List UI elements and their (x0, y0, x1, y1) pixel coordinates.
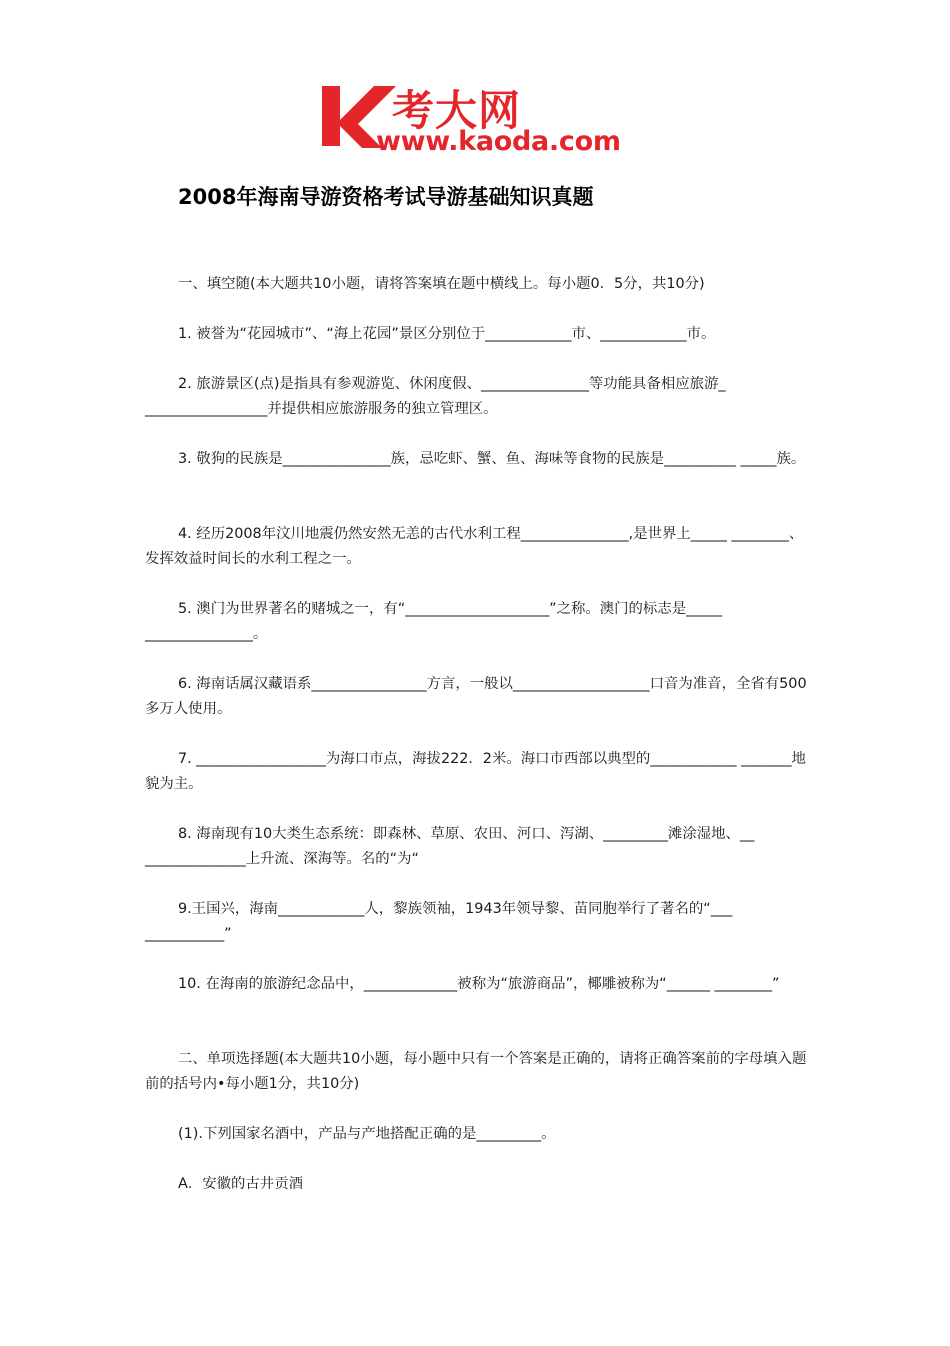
kaoda-logo (318, 82, 648, 162)
section-heading-single-choice: 二、单项选择题(本大题共10小题，每小题中只有一个答案是正确的，请将正确答案前的字母填入题前的括号内•每小题1分，共10分) (145, 1051, 807, 1092)
question-item: (1).下列国家名酒中，产品与产地搭配正确的是_________。 (178, 1126, 556, 1142)
question-item: 5. 澳门为世界著名的赌城之一，有“____________________”之称。澳门的标志是_____ _______________。 (145, 601, 723, 642)
question-item: 10. 在海南的旅游纪念品中，_____________被称为“旅游商品”，椰雕被称为“______ ________” (178, 976, 780, 992)
question-item: 1. 被誉为“花园城市”、“海上花园”景区分别位于____________市、____________市。 (178, 326, 716, 342)
document-title: 2008年海南导游资格考试导游基础知识真题 (178, 185, 594, 209)
section-heading-fill-in: 一、填空随(本大题共10小题，请将答案填在题中横线上。每小题0．5分，共10分) (178, 276, 705, 292)
question-item: 2. 旅游景区(点)是指具有参观游览、休闲度假、_______________等功能具备相应旅游_ _________________并提供相应旅游服务的独立管理区。 (145, 376, 726, 417)
question-item: 7. __________________为海口市点，海拔222．2米。海口市西部以典型的____________ _______地貌为主。 (145, 751, 806, 792)
question-item: 9.王国兴，海南____________人，黎族领袖，1943年领导黎、苗同胞举行了著名的“___ ___________” (145, 901, 733, 942)
question-item: 6. 海南话属汉藏语系________________方言，一般以___________________口音为准音，全省有500多万人使用。 (145, 676, 807, 717)
question-item: 4. 经历2008年汶川地震仍然安然无恙的古代水利工程_______________,是世界上_____ ________、发挥效益时间长的水利工程之一。 (145, 526, 804, 567)
logo-chinese-text: 考大网 (392, 86, 522, 135)
question-item: 8. 海南现有10大类生态系统：即森林、草原、农田、河口、泻湖、_________滩涂湿地、__ ______________上升流、深海等。名的“为“ (145, 826, 755, 867)
answer-option: A．安徽的古井贡酒 (178, 1176, 303, 1192)
question-item: 3. 敬狗的民族是_______________族，忌吃虾、蟹、鱼、海味等食物的民族是__________ _____族。 (178, 451, 806, 467)
logo-url-text: www.kaoda.com (376, 126, 621, 157)
